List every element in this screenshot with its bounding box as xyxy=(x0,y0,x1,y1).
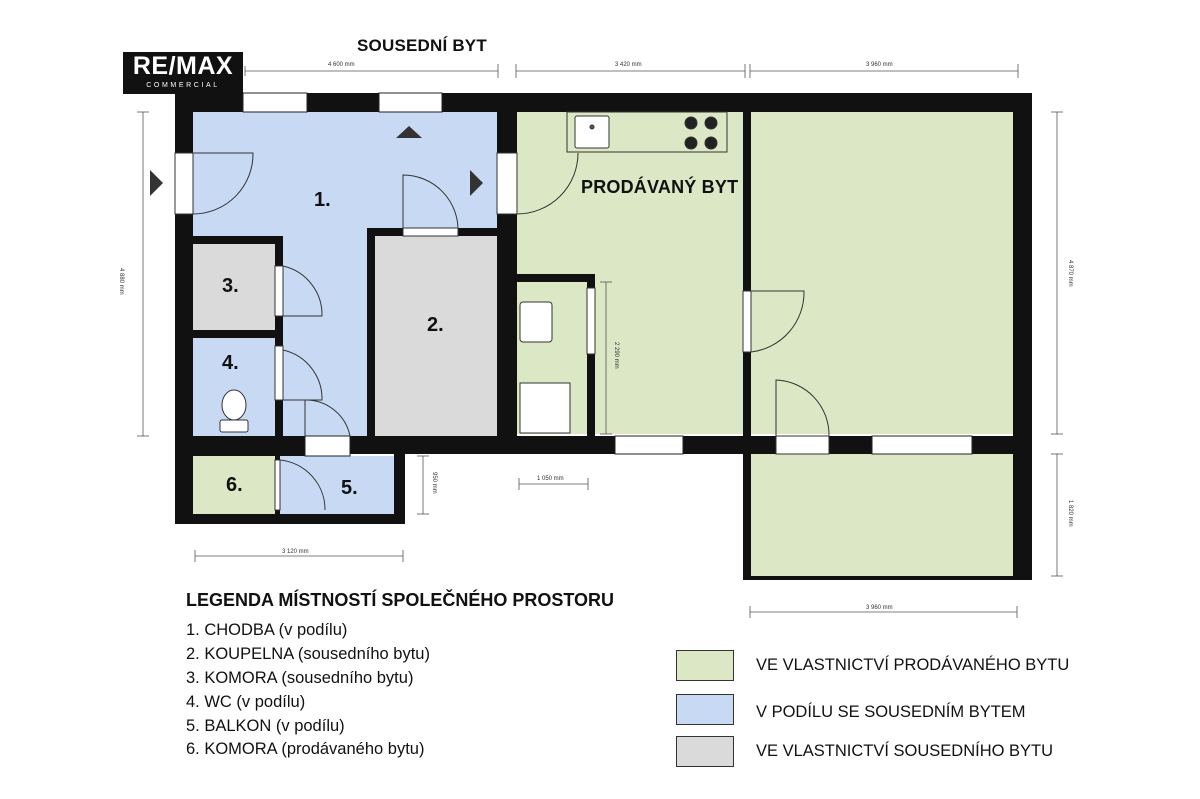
window xyxy=(305,436,350,456)
burner-icon xyxy=(685,137,697,149)
door-frame-bath xyxy=(587,288,595,354)
key-text-green: VE VLASTNICTVÍ PRODÁVANÉHO BYTU xyxy=(756,656,1070,674)
burner-icon xyxy=(685,117,697,129)
window xyxy=(379,93,442,112)
wall xyxy=(175,214,193,524)
wall xyxy=(193,330,283,338)
dim-top-mid: 3 420 mm xyxy=(615,62,642,68)
legend-item: 6. KOMORA (prodávaného bytu) xyxy=(186,740,425,758)
room-1-corridor-fill xyxy=(276,236,372,436)
logo-sub-text: COMMERCIAL xyxy=(146,82,220,89)
wall xyxy=(367,228,375,438)
dim-bath-height: 2 290 mm xyxy=(613,342,619,369)
wall xyxy=(350,436,615,454)
toilet-tank-icon xyxy=(220,420,248,432)
toilet-bowl-icon xyxy=(222,390,246,420)
key-text-gray: VE VLASTNICTVÍ SOUSEDNÍHO BYTU xyxy=(756,742,1054,760)
room-1-label: 1. xyxy=(314,189,331,211)
wall xyxy=(743,576,1032,580)
arrow-right-icon xyxy=(150,170,163,196)
wall xyxy=(972,436,1032,454)
burner-icon xyxy=(705,137,717,149)
wall xyxy=(193,236,283,244)
kitchen-sink xyxy=(575,116,609,148)
door-frame-room4 xyxy=(275,346,283,400)
dim-right-height: 4 870 mm xyxy=(1067,260,1073,287)
dim-bath-width: 1 050 mm xyxy=(537,476,564,482)
legend-item: 2. KOUPELNA (sousedního bytu) xyxy=(186,645,430,663)
wall xyxy=(1013,93,1032,580)
key-text-blue: V PODÍLU SE SOUSEDNÍM BYTEM xyxy=(756,703,1026,721)
door-frame-room6 xyxy=(275,460,280,510)
wall xyxy=(517,274,595,282)
wall xyxy=(275,236,283,266)
dim-top-left: 4 600 mm xyxy=(328,62,355,68)
key-swatch-gray xyxy=(676,736,734,767)
wall xyxy=(175,93,193,153)
neighbor-apartment-label: SOUSEDNÍ BYT xyxy=(357,36,487,55)
room-6-label: 6. xyxy=(226,474,243,496)
wall xyxy=(829,436,872,454)
washbasin xyxy=(520,302,552,342)
wall xyxy=(743,93,751,291)
door-frame-room2 xyxy=(403,228,458,236)
door-frame-room3 xyxy=(275,266,283,316)
sold-apartment-label: PRODÁVANÝ BYT xyxy=(581,177,739,197)
wall xyxy=(442,93,1032,112)
lower-room-fill xyxy=(751,454,1013,576)
dim-balcony-depth: 950 mm xyxy=(431,472,437,494)
dim-top-right: 3 960 mm xyxy=(866,62,893,68)
window xyxy=(872,436,972,454)
wall xyxy=(587,274,595,288)
door-frame-lower xyxy=(776,436,829,454)
dim-bottom-left: 3 120 mm xyxy=(282,549,309,555)
wall xyxy=(307,93,379,112)
legend-item: 5. BALKON (v podílu) xyxy=(186,717,345,735)
legend-item: 3. KOMORA (sousedního bytu) xyxy=(186,669,414,687)
wall xyxy=(394,454,405,524)
door-frame-big xyxy=(743,291,751,352)
burner-icon xyxy=(705,117,717,129)
remax-logo xyxy=(123,52,243,94)
dim-left-height: 4 880 mm xyxy=(118,268,124,295)
door-frame-hall-kitchen xyxy=(497,153,517,214)
door-frame-left xyxy=(175,153,193,214)
wall xyxy=(175,436,305,456)
wall xyxy=(587,354,595,436)
room-5-label: 5. xyxy=(341,477,358,499)
wall xyxy=(743,352,751,580)
legend-item: 1. CHODBA (v podílu) xyxy=(186,621,348,639)
wall xyxy=(175,514,405,524)
dim-bottom-right: 3 960 mm xyxy=(866,605,893,611)
wall xyxy=(497,214,517,454)
window xyxy=(243,93,307,112)
key-swatch-blue xyxy=(676,694,734,725)
dim-right-lower: 1 820 mm xyxy=(1067,500,1073,527)
room-4-label: 4. xyxy=(222,352,239,374)
room-3-label: 3. xyxy=(222,275,239,297)
wall xyxy=(458,228,498,236)
wall xyxy=(683,436,776,454)
sink-drain xyxy=(590,125,594,129)
legend-item: 4. WC (v podílu) xyxy=(186,693,306,711)
big-room-fill xyxy=(751,112,1013,434)
shower-tray xyxy=(520,383,570,433)
room-2-label: 2. xyxy=(427,314,444,336)
room-1-fill xyxy=(193,112,497,236)
legend-title: LEGENDA MÍSTNOSTÍ SPOLEČNÉHO PROSTORU xyxy=(186,590,615,610)
logo-main-text: RE/MAX xyxy=(132,52,234,80)
key-swatch-green xyxy=(676,650,734,681)
wall xyxy=(497,93,517,153)
window xyxy=(615,436,683,454)
wall xyxy=(275,400,283,436)
